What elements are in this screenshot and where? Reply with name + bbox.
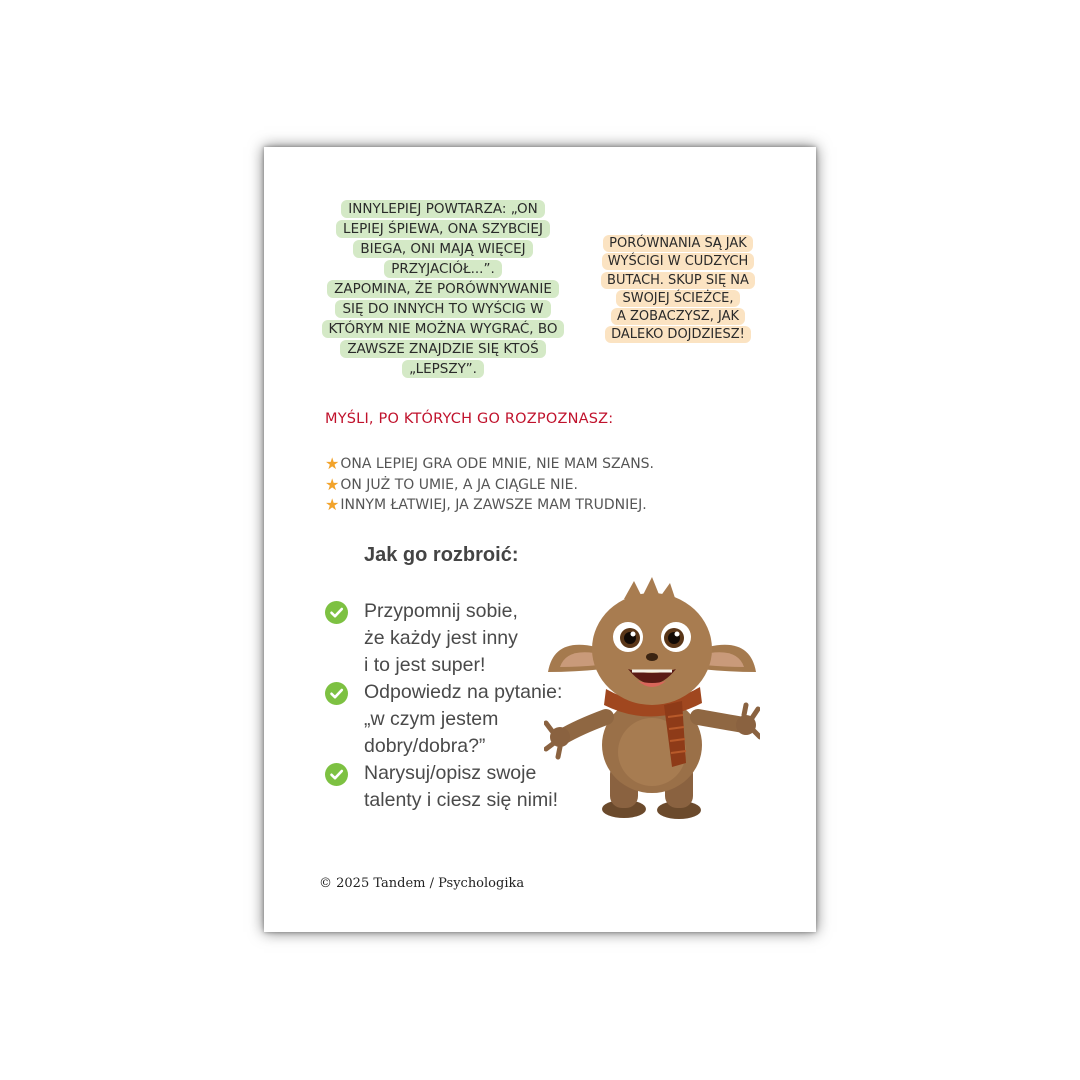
peach-note-line: A ZOBACZYSZ, JAK <box>611 308 745 325</box>
thoughts-heading: MYŚLI, PO KTÓRYCH GO ROZPOZNASZ: <box>325 411 614 427</box>
tip-text: Narysuj/opisz swoje talenty i ciesz się nimi! <box>364 762 558 811</box>
check-circle-icon <box>325 763 348 786</box>
green-note-line: BIEGA, ONI MAJĄ WIĘCEJ <box>353 240 532 258</box>
green-note <box>312 199 574 379</box>
thoughts-list <box>325 454 654 516</box>
copyright-footer: © 2025 Tandem / Psychologika <box>319 876 525 891</box>
green-note-line: LEPIEJ ŚPIEWA, ONA SZYBCIEJ <box>336 220 550 238</box>
list-item <box>325 475 654 496</box>
list-item <box>324 679 562 760</box>
list-item <box>324 760 562 814</box>
green-note-line: PRZYJACIÓŁ...”. <box>384 260 502 278</box>
green-note-line: ZAPOMINA, ŻE PORÓWNYWANIE <box>327 280 559 298</box>
monster-illustration <box>544 577 760 822</box>
thought-text: ONA LEPIEJ GRA ODE MNIE, NIE MAM SZANS. <box>340 456 655 472</box>
peach-note-line: PORÓWNANIA SĄ JAK <box>603 235 753 252</box>
list-item <box>324 598 562 679</box>
tips-list <box>324 598 562 814</box>
green-note-line: INNYLEPIEJ POWTARZA: „ON <box>341 200 544 218</box>
worksheet-page <box>264 147 816 932</box>
list-item <box>325 495 654 516</box>
tip-text: Przypomnij sobie, że każdy jest inny i to jest super! <box>364 600 518 676</box>
star-icon: ★ <box>325 474 340 494</box>
check-circle-icon <box>325 682 348 705</box>
peach-note-line: SWOJEJ ŚCIEŻCE, <box>616 290 739 307</box>
peach-note-line: WYŚCIGI W CUDZYCH <box>602 253 755 270</box>
peach-note <box>592 235 764 345</box>
green-note-line: SIĘ DO INNYCH TO WYŚCIG W <box>335 300 550 318</box>
green-note-line: ZAWSZE ZNAJDZIE SIĘ KTOŚ <box>340 340 545 358</box>
green-note-line: KTÓRYM NIE MOŻNA WYGRAĆ, BO <box>322 320 565 338</box>
green-note-line: „LEPSZY”. <box>402 360 484 378</box>
list-item <box>325 454 654 475</box>
thought-text: INNYM ŁATWIEJ, JA ZAWSZE MAM TRUDNIEJ. <box>340 497 647 514</box>
tip-text: Odpowiedz na pytanie: „w czym jestem dobry/dobra?” <box>364 681 563 757</box>
peach-note-line: DALEKO DOJDZIESZ! <box>605 326 751 343</box>
howto-heading: Jak go rozbroić: <box>364 544 519 566</box>
thought-text: ON JUŻ TO UMIE, A JA CIĄGLE NIE. <box>340 476 578 493</box>
star-icon: ★ <box>325 495 340 515</box>
star-icon: ★ <box>325 454 340 473</box>
peach-note-line: BUTACH. SKUP SIĘ NA <box>601 272 755 289</box>
check-circle-icon <box>325 601 348 624</box>
